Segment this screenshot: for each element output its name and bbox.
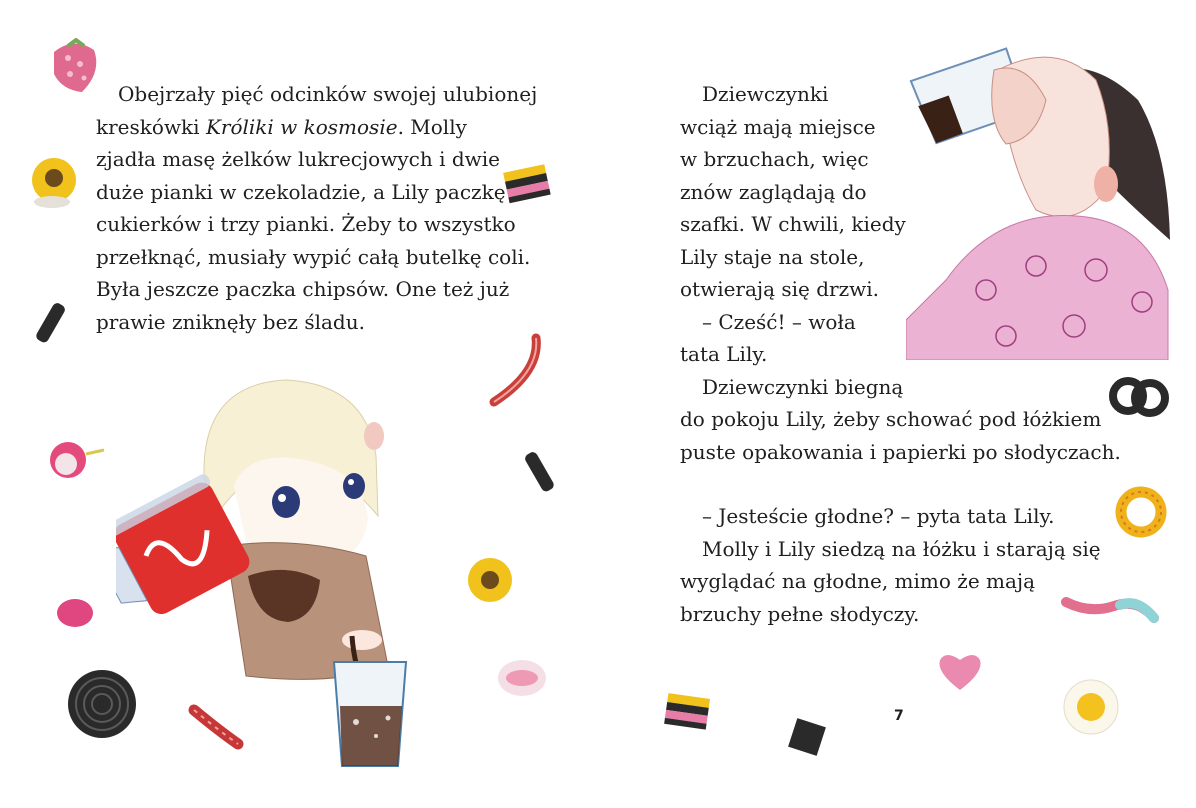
girl-pouring-cola-illustration: [116, 366, 416, 770]
fried-egg-candy-icon: [1060, 676, 1122, 738]
heart-candy-icon: [934, 648, 986, 694]
text-line: Dziewczynki biegną: [702, 374, 904, 399]
licorice-allsort-icon: [660, 688, 716, 734]
marshmallow-candy-icon: [462, 554, 518, 610]
text-line: Lily staje na stole,: [680, 244, 865, 269]
licorice-ring-icon: [1106, 372, 1172, 422]
licorice-tube-icon: [30, 298, 74, 346]
text-line: otwierają się drzwi.: [680, 277, 880, 301]
text-line: kreskówki Króliki w kosmosie. Molly: [96, 114, 467, 139]
text-line: wciąż mają miejsce: [680, 114, 876, 139]
text-line: – Cześć! – woła: [702, 309, 856, 334]
right-page: [598, 0, 1196, 808]
pink-marshmallow-icon: [494, 654, 550, 702]
licorice-square-icon: [784, 714, 832, 760]
left-page-text: [96, 78, 537, 338]
girl-drinking-glass-illustration: [906, 40, 1174, 360]
text-line: do pokoju Lily, żeby schować pod łóżkiem: [680, 407, 1102, 431]
text-line: tata Lily.: [680, 342, 768, 366]
cartoon-title: Króliki w kosmosie: [205, 114, 398, 139]
text-line: duże pianki w czekoladzie, a Lily paczkę: [96, 179, 506, 204]
text-line: cukierków i trzy pianki. Żeby to wszystko: [96, 212, 516, 236]
text-line: zjadła masę żelków lukrecjowych i dwie: [96, 147, 500, 171]
licorice-tube-icon: [516, 448, 562, 498]
text-line: Molly i Lily siedzą na łóżku i starają się: [702, 536, 1101, 561]
text-line: wyglądać na głodne, mimo że mają: [680, 569, 1036, 593]
red-licorice-strip-icon: [484, 332, 552, 412]
text-line: – Jesteście głodne? – pyta tata Lily.: [702, 504, 1055, 528]
text-line: brzuchy pełne słodyczy.: [680, 601, 920, 626]
text-line: szafki. W chwili, kiedy: [680, 212, 906, 236]
text-line: w brzuchach, więc: [680, 147, 869, 171]
gummy-worm-icon: [1060, 588, 1160, 628]
text-line: Obejrzały pięć odcinków swojej ulubionej: [118, 82, 538, 106]
marshmallow-candy-icon: [26, 154, 82, 212]
licorice-allsort-icon: [500, 160, 556, 208]
text-line: znów zaglądają do: [680, 179, 867, 204]
strawberry-candy-icon: [46, 38, 102, 96]
radish-candy-icon: [42, 436, 112, 486]
page-number: 7: [894, 708, 904, 724]
candy-ring-icon: [1112, 484, 1170, 540]
text-line: puste opakowania i papierki po słodyczach.: [680, 439, 1121, 464]
text-line: przełknąć, musiały wypić całą butelkę coli.: [96, 244, 531, 269]
text-line: prawie zniknęły bez śladu.: [96, 309, 365, 334]
text-line: Była jeszcze paczka chipsów. One też już: [96, 277, 510, 301]
pink-gum-candy-icon: [54, 592, 96, 634]
text-line: Dziewczynki: [702, 82, 829, 106]
